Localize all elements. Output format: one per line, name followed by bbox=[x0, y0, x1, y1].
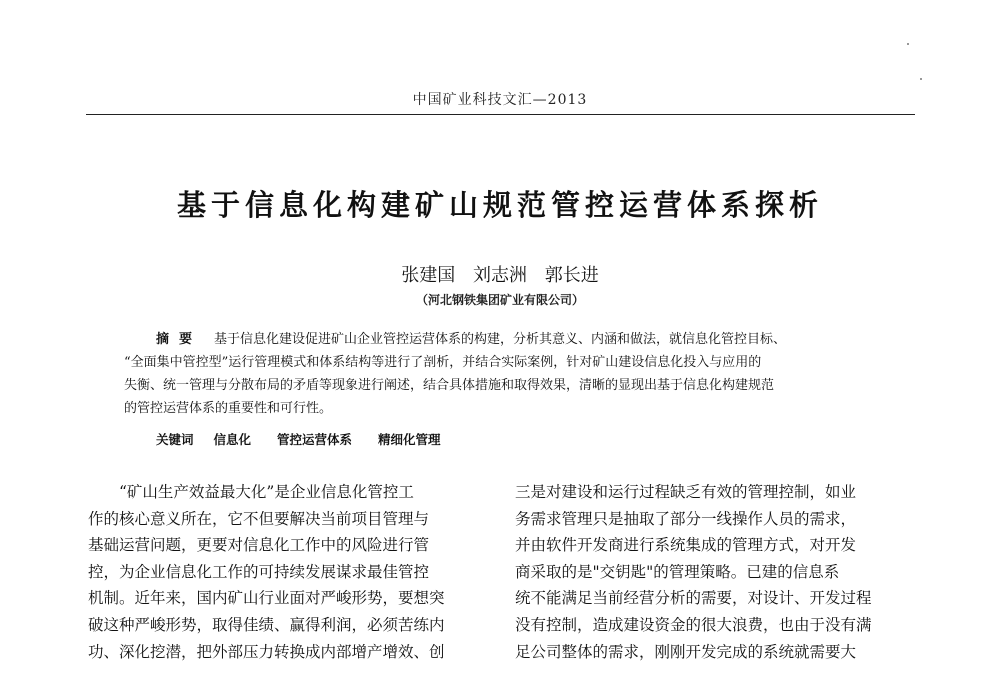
scan-speck bbox=[920, 78, 922, 80]
abstract-line-4: 的管控运营体系的重要性和可行性。 bbox=[124, 401, 333, 416]
left-line-6: 破这种严峻形势，取得佳绩、赢得利润，必须苦练内 bbox=[88, 615, 445, 634]
right-line-4: 商采取的是"交钥匙"的管理策略。已建的信息系 bbox=[515, 562, 840, 581]
right-line-5: 统不能满足当前经营分析的需要，对设计、开发过程 bbox=[515, 589, 872, 608]
left-line-5: 机制。近年来，国内矿山行业面对严峻形势，要想突 bbox=[88, 589, 445, 608]
right-line-7: 足公司整体的需求，刚刚开发完成的系统就需要大 bbox=[515, 642, 857, 661]
left-line-4: 控，为企业信息化工作的可持续发展谋求最佳管控 bbox=[88, 562, 430, 581]
article-title: 基于信息化构建矿山规范管控运营体系探析 bbox=[176, 188, 823, 222]
header-rule bbox=[86, 114, 915, 115]
abstract-line-2: “全面集中管控型”运行管理模式和体系结构等进行了剖析，并结合实际案例，针对矿山建设信息化投入与应用的 bbox=[124, 355, 762, 370]
abstract-line-1: 基于信息化建设促进矿山企业管控运营体系的构建，分析其意义、内涵和做法，就信息化管控目标、 bbox=[214, 332, 787, 347]
keywords-label: 关键词 bbox=[156, 432, 194, 447]
right-line-2: 务需求管理只是抽取了部分一线操作人员的需求， bbox=[515, 509, 857, 528]
body-right-column bbox=[515, 479, 911, 665]
keyword-2: 管控运营体系 bbox=[277, 432, 353, 447]
left-line-2: 作的核心意义所在，它不但要解决当前项目管理与 bbox=[88, 509, 430, 528]
article-authors: 张建国 刘志洲 郭长进 bbox=[401, 265, 599, 286]
article-affiliation: （河北钢铁集团矿业有限公司） bbox=[415, 293, 584, 307]
keyword-1: 信息化 bbox=[213, 432, 252, 447]
abstract bbox=[124, 328, 880, 420]
left-line-1: “矿山生产效益最大化”是企业信息化管控工 bbox=[119, 483, 414, 501]
right-line-3: 并由软件开发商进行系统集成的管理方式，对开发 bbox=[515, 536, 857, 555]
journal-header: 中国矿业科技文汇—2013 bbox=[412, 92, 588, 108]
scan-speck bbox=[907, 43, 909, 45]
left-line-7: 功、深化挖潜，把外部压力转换成内部增产增效、创 bbox=[88, 642, 445, 661]
keywords bbox=[156, 430, 856, 448]
right-line-1: 三是对建设和运行过程缺乏有效的管理控制，如业 bbox=[515, 483, 857, 501]
abstract-label: 摘要 bbox=[156, 332, 203, 347]
right-line-6: 没有控制，造成建设资金的很大浪费，也由于没有满 bbox=[515, 615, 872, 634]
keyword-3: 精细化管理 bbox=[378, 432, 441, 447]
left-line-3: 基础运营问题，更要对信息化工作中的风险进行管 bbox=[88, 536, 430, 555]
abstract-line-3: 失衡、统一管理与分散布局的矛盾等现象进行阐述，结合具体措施和取得效果，清晰的显现出基于信息化构建规范 bbox=[124, 378, 775, 393]
body-left-column bbox=[88, 479, 484, 665]
